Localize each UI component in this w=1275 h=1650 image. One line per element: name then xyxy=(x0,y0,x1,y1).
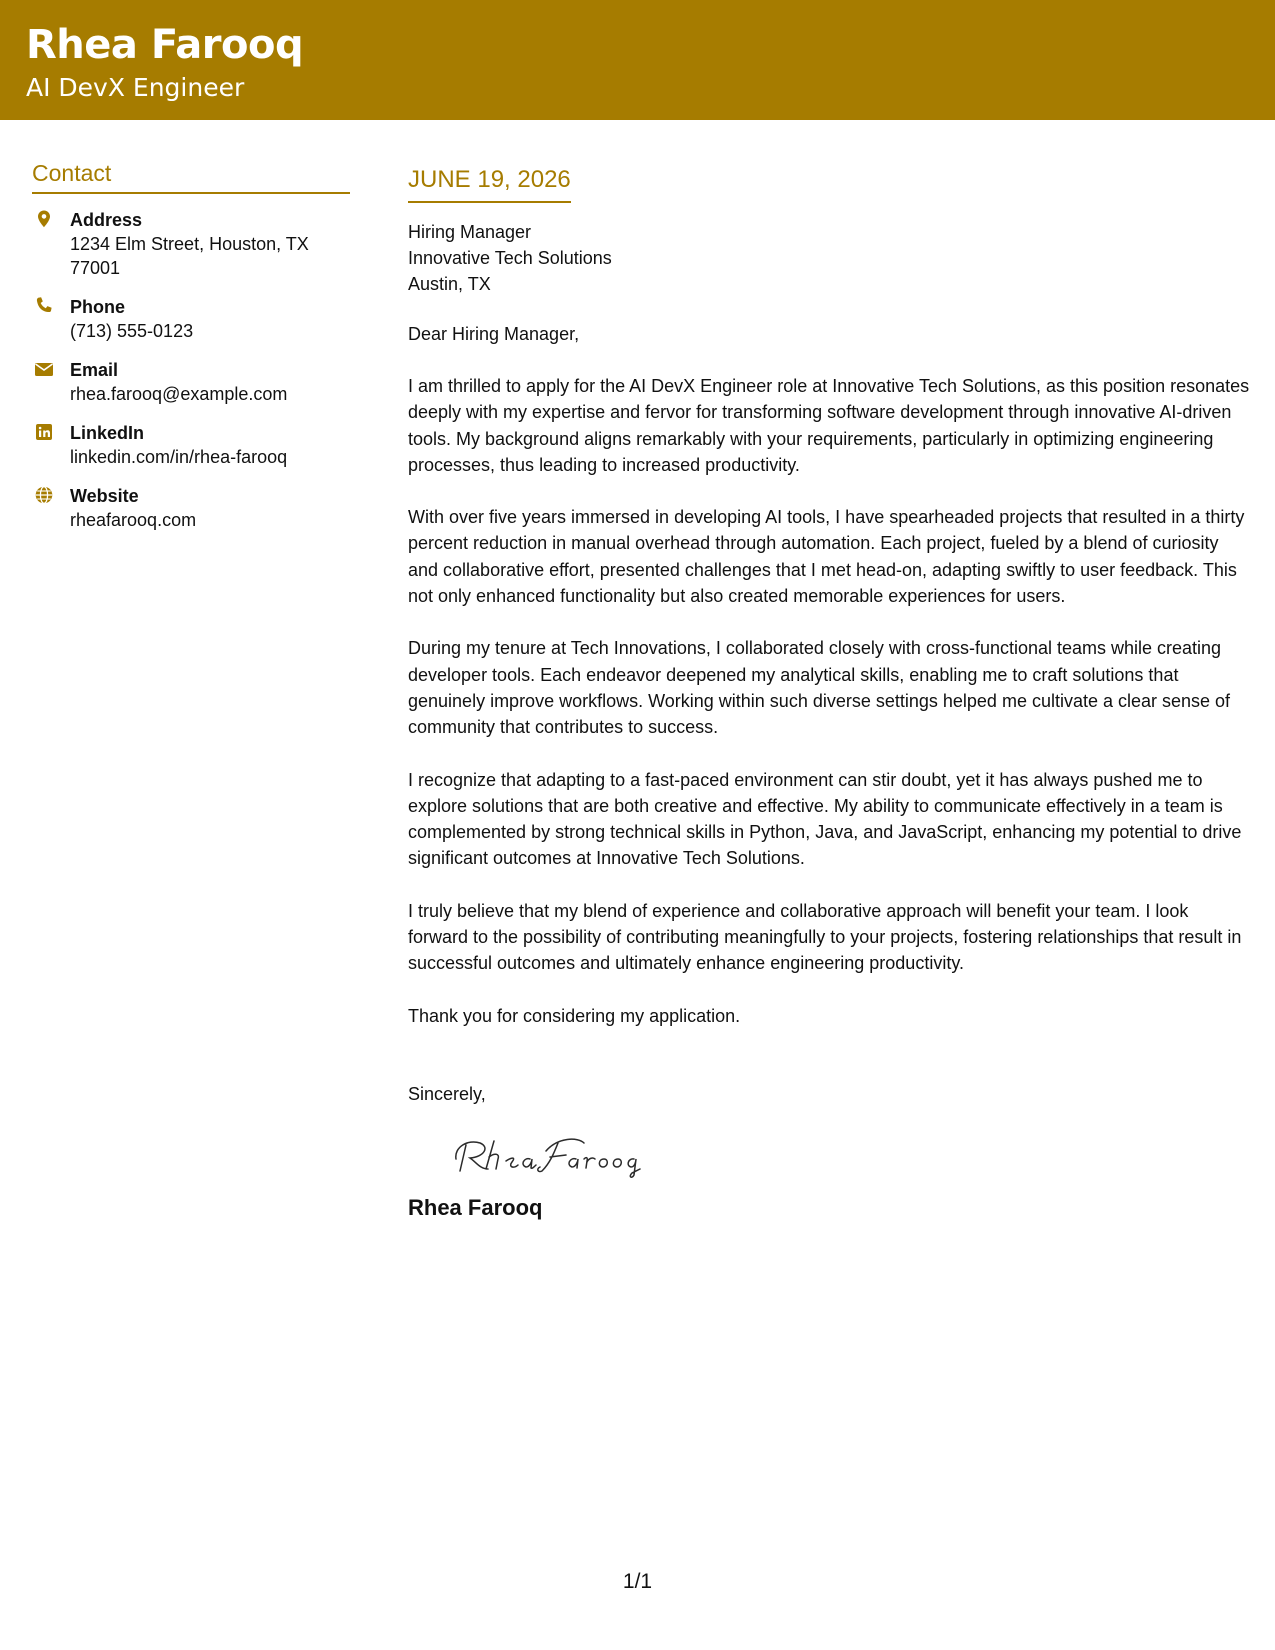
address-value: 1234 Elm Street, Houston, TX 77001 xyxy=(70,234,309,278)
salutation: Dear Hiring Manager, xyxy=(408,324,580,344)
signer-name: Rhea Farooq xyxy=(408,1194,543,1220)
website-label: Website xyxy=(70,486,139,506)
recipient-block xyxy=(408,219,1253,297)
envelope-icon xyxy=(34,359,54,379)
linkedin-value[interactable]: linkedin.com/in/rhea-farooq xyxy=(70,447,288,467)
contact-sidebar xyxy=(32,160,350,547)
body-paragraph: During my tenure at Tech Innovations, I collaborated closely with cross-functional teams while creating developer tools. Each endeavor deepened my analytical skills, enabling me to craft solutions that genuinely improve workflows. Working within such diverse settings helped me cultivate a clear sense of community that contributes to success. xyxy=(408,638,1231,738)
email-label: Email xyxy=(70,360,119,380)
body-paragraph: I am thrilled to apply for the AI DevX Engineer role at Innovative Tech Solutions, as this position resonates deeply with my expertise and fervor for transforming software development through innovative AI-driven tools. My background aligns remarkably with your requirements, particularly in optimizing engineering processes, thus leading to increased productivity. xyxy=(408,376,1250,475)
header-banner xyxy=(0,0,1275,120)
contact-item-email xyxy=(32,358,350,406)
body-paragraph: With over five years immersed in developing AI tools, I have spearheaded projects that resulted in a thirty percent reduction in manual overhead through automation. Each project, fueled by a blend of curiosity and collaborative effort, presented challenges that I met head-on, adapting swiftly to user feedback. This not only enhanced functionality but also created memorable experiences for users. xyxy=(408,507,1245,607)
page-number: 1/1 xyxy=(622,1570,653,1593)
address-label: Address xyxy=(70,210,143,230)
body-paragraph: I recognize that adapting to a fast-paced environment can stir doubt, yet it has always pushed me to explore solutions that are both creative and effective. My ability to communicate effectively in a team is complemented by strong technical skills in Python, Java, and JavaScript, enhancing my potential to drive significant outcomes at Innovative Tech Solutions. xyxy=(408,769,1242,869)
globe-icon xyxy=(34,485,54,505)
recipient-company: Innovative Tech Solutions xyxy=(408,248,612,268)
applicant-name: Rhea Farooq xyxy=(26,22,304,68)
phone-label: Phone xyxy=(70,297,126,317)
contact-item-phone xyxy=(32,295,350,343)
contact-item-address xyxy=(32,208,350,280)
letter-date: JUNE 19, 2026 xyxy=(408,166,571,203)
phone-icon xyxy=(34,296,54,316)
contact-item-linkedin xyxy=(32,421,350,469)
body-paragraph: I truly believe that my blend of experience and collaborative approach will benefit your team. I look forward to the possibility of contributing meaningfully to your projects, fostering relationships that result in successful outcomes and ultimately enhance engineering productivity. xyxy=(408,900,1242,974)
contact-item-website xyxy=(32,484,350,532)
email-value[interactable]: rhea.farooq@example.com xyxy=(70,384,288,404)
linkedin-label: LinkedIn xyxy=(70,423,145,443)
map-pin-icon xyxy=(34,209,54,229)
phone-value: (713) 555-0123 xyxy=(70,321,194,341)
recipient-name: Hiring Manager xyxy=(408,222,532,242)
linkedin-icon xyxy=(34,422,54,442)
job-title: AI DevX Engineer xyxy=(26,73,245,102)
website-value[interactable]: rheafarooq.com xyxy=(70,510,197,530)
contact-heading: Contact xyxy=(32,160,350,194)
handwritten-signature xyxy=(446,1129,646,1181)
letter-body xyxy=(408,166,1253,1221)
body-paragraph: Thank you for considering my application. xyxy=(408,1005,741,1026)
recipient-location: Austin, TX xyxy=(408,274,491,294)
closing: Sincerely, xyxy=(408,1083,486,1104)
